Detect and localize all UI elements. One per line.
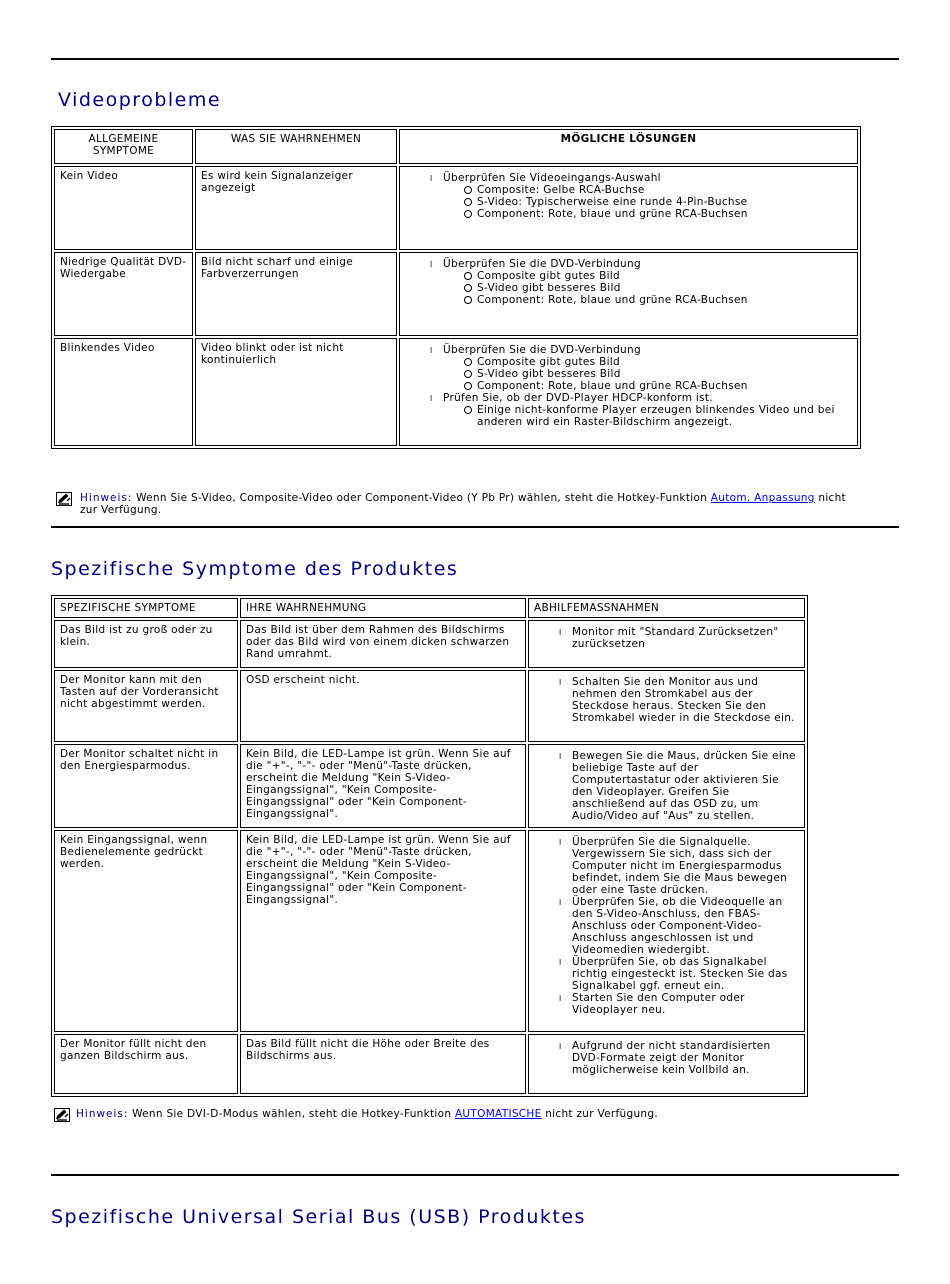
list-item: Composite: Gelbe RCA-Buchse [477,184,852,196]
section-title-videoprobleme: Videoprobleme [58,89,222,111]
actions-cell [528,620,805,668]
symptom-cell: Niedrige Qualität DVD-Wiedergabe [54,252,193,336]
header-possible-solutions: MÖGLICHE LÖSUNGEN [399,129,858,164]
list-item: l Monitor mit "Standard Zurücksetzen" zurücksetzen [572,626,799,650]
note-text: Wenn Sie DVI-D-Modus wählen, steht die Hotkey-Funktion [132,1108,452,1120]
note-dvi-mode [54,1108,854,1120]
actions-cell [528,1034,805,1094]
note-text-end: nicht zur Verfügung. [80,492,846,516]
symptom-cell: Der Monitor schaltet nicht in den Energiesparmodus. [54,744,238,828]
header-remedies: ABHILFEMASSNAHMEN [528,598,805,618]
autom-anpassung-link[interactable]: Autom. Anpassung [710,492,815,504]
list-item: l Starten Sie den Computer oder Videoplayer neu. [572,992,799,1016]
symptom-cell: Kein Eingangssignal, wenn Bedienelemente gedrückt werden. [54,830,238,1032]
note-label: Hinweis: [80,492,133,504]
table-row [54,1034,805,1094]
note-label: Hinweis: [76,1108,129,1120]
symptom-cell: Der Monitor füllt nicht den ganzen Bildschirm aus. [54,1034,238,1094]
table-row [54,252,858,336]
list-item: l Aufgrund der nicht standardisierten DVD-Formate zeigt der Monitor möglicherweise kein Vollbild an. [572,1040,799,1076]
list-item: Component: Rote, blaue und grüne RCA-Buchsen [477,294,852,306]
list-item: l Schalten Sie den Monitor aus und nehmen den Stromkabel aus der Steckdose heraus. Stecken Sie den Stromkabel wieder in die Steckdose ein. [572,676,799,724]
actions-cell [528,830,805,1032]
symptom-cell: Das Bild ist zu groß oder zu klein. [54,620,238,668]
table-row [54,166,858,250]
symptom-cell: Kein Video [54,166,193,250]
symptom-cell: Der Monitor kann mit den Tasten auf der Vorderansicht nicht abgestimmt werden. [54,670,238,742]
observation-cell: Das Bild füllt nicht die Höhe oder Breite des Bildschirms aus. [240,1034,526,1094]
observation-cell: Kein Bild, die LED-Lampe ist grün. Wenn Sie auf die "+"-, "-"- oder "Menü"-Taste drücken, erscheint die Meldung "Kein S-Video-Eingangssignal", "Kein Composite-Eingangssignal" oder "Kein Component-Eingangssignal". [240,830,526,1032]
table-row [54,670,805,742]
solutions-cell [399,166,858,250]
actions-cell [528,670,805,742]
list-item: l Prüfen Sie, ob der DVD-Player HDCP-konform ist. Einige nicht-konforme Player erzeugen blinkendes Video und bei anderen wird ein Raster-Bildschirm angezeigt. [443,392,852,428]
header-general-symptoms: ALLGEMEINE SYMPTOME [54,129,193,164]
table-row [54,620,805,668]
list-item: l Überprüfen Sie die Signalquelle. Vergewissern Sie sich, dass sich der Computer nicht im Energiesparmodus befindet, indem Sie die Maus bewegen oder eine Taste drücken. [572,836,799,896]
table-row [54,744,805,828]
list-item: l Überprüfen Sie Videoeingangs-Auswahl Composite: Gelbe RCA-Buchse S-Video: Typischerweise eine runde 4-Pin-Buchse Component: Rote, blaue und grüne RCA-Buchsen [443,172,852,220]
note-text: Wenn Sie S-Video, Composite-Video oder Component-Video (Y Pb Pr) wählen, steht die Hotkey-Funktion [136,492,708,504]
list-item: l Überprüfen Sie, ob das Signalkabel richtig eingesteckt ist. Stecken Sie das Signalkabel ggf. erneut ein. [572,956,799,992]
observation-cell: OSD erscheint nicht. [240,670,526,742]
video-problems-table [51,126,861,449]
observation-cell: Kein Bild, die LED-Lampe ist grün. Wenn Sie auf die "+"-, "-"- oder "Menü"-Taste drücken, erscheint die Meldung "Kein S-Video-Eingangssignal", "Kein Composite-Eingangssignal" oder "Kein Component-Eingangssignal". [240,744,526,828]
table-row [54,338,858,446]
list-item: S-Video: Typischerweise eine runde 4-Pin-Buchse [477,196,852,208]
list-item: Composite gibt gutes Bild [477,356,852,368]
header-specific-symptoms: SPEZIFISCHE SYMPTOME [54,598,238,618]
section-title-product-symptoms: Spezifische Symptome des Produktes [51,558,459,580]
note-pencil-icon [56,492,72,506]
list-item: Component: Rote, blaue und grüne RCA-Buchsen [477,380,852,392]
observation-cell: Es wird kein Signalanzeiger angezeigt [195,166,397,250]
middle-divider [51,526,899,528]
bottom-divider [51,1174,899,1176]
note-video-modes [56,492,846,516]
list-item: Composite gibt gutes Bild [477,270,852,282]
product-symptoms-table [51,595,808,1097]
note-text-end: nicht zur Verfügung. [545,1108,658,1120]
list-item: Component: Rote, blaue und grüne RCA-Buchsen [477,208,852,220]
table-row [54,830,805,1032]
list-item: l Überprüfen Sie, ob die Videoquelle an den S-Video-Anschluss, den FBAS-Anschluss oder Component-Video-Anschluss angeschlossen ist und Videomedien wiedergibt. [572,896,799,956]
list-item: Einige nicht-konforme Player erzeugen blinkendes Video und bei anderen wird ein Raster-Bildschirm angezeigt. [477,404,852,428]
observation-cell: Bild nicht scharf und einige Farbverzerrungen [195,252,397,336]
list-item: l Überprüfen Sie die DVD-Verbindung Composite gibt gutes Bild S-Video gibt besseres Bild Component: Rote, blaue und grüne RCA-Buchsen [443,258,852,306]
symptom-cell: Blinkendes Video [54,338,193,446]
automatische-link[interactable]: AUTOMATISCHE [454,1108,542,1120]
actions-cell [528,744,805,828]
solutions-cell [399,252,858,336]
list-item: S-Video gibt besseres Bild [477,368,852,380]
header-what-you-see: WAS SIE WAHRNEHMEN [195,129,397,164]
list-item: S-Video gibt besseres Bild [477,282,852,294]
observation-cell: Das Bild ist über dem Rahmen des Bildschirms oder das Bild wird von einem dicken schwarzen Rand umrahmt. [240,620,526,668]
solutions-cell [399,338,858,446]
top-divider [51,58,899,60]
section-title-usb: Spezifische Universal Serial Bus (USB) Produktes [51,1206,586,1228]
list-item: l Überprüfen Sie die DVD-Verbindung Composite gibt gutes Bild S-Video gibt besseres Bild Component: Rote, blaue und grüne RCA-Buchsen [443,344,852,392]
list-item: l Bewegen Sie die Maus, drücken Sie eine beliebige Taste auf der Computertastatur oder aktivieren Sie den Videoplayer. Greifen Sie anschließend auf das OSD zu, um Audio/Video auf "Aus" zu stellen. [572,750,799,822]
observation-cell: Video blinkt oder ist nicht kontinuierlich [195,338,397,446]
header-your-perception: IHRE WAHRNEHMUNG [240,598,526,618]
note-pencil-icon [54,1108,70,1122]
